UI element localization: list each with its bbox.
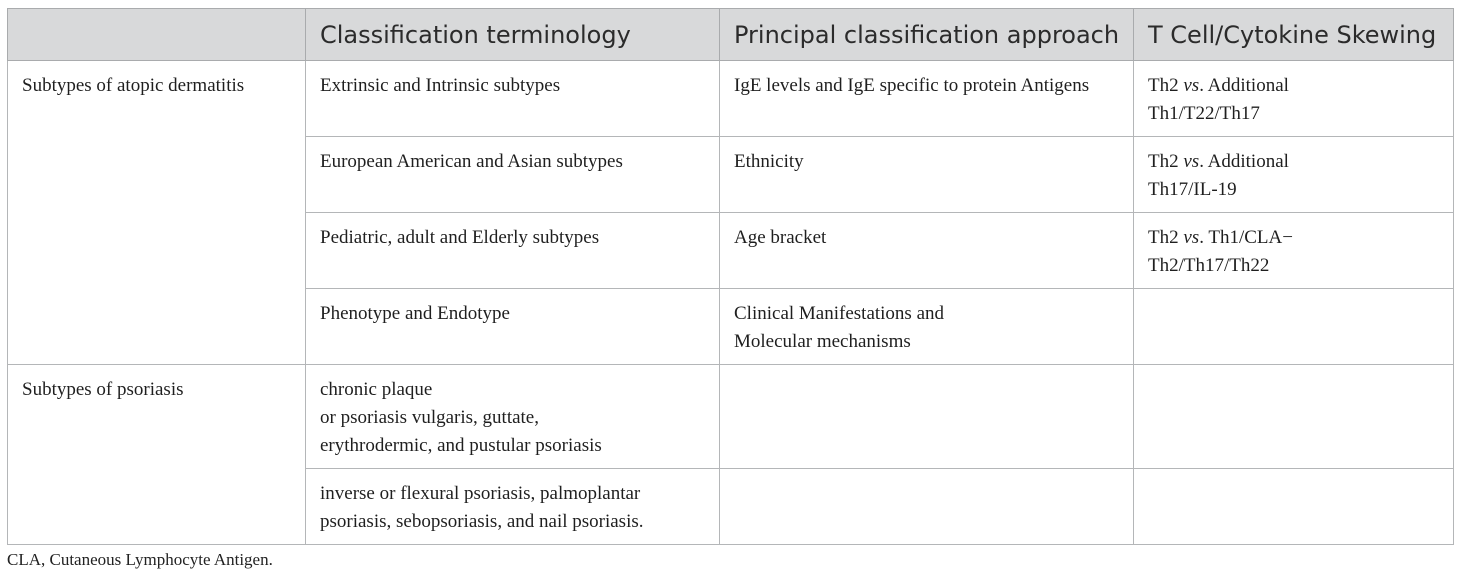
terminology-cell: inverse or flexural psoriasis, palmoplantar psoriasis, sebopsoriasis, and nail psoriasis. <box>306 469 720 545</box>
table-row <box>8 61 1454 137</box>
approach-cell-empty <box>720 469 1134 545</box>
approach-cell: Age bracket <box>720 213 1134 289</box>
group-label-atopic-dermatitis: Subtypes of atopic dermatitis <box>8 61 306 365</box>
table-footnote: CLA, Cutaneous Lymphocyte Antigen. <box>7 550 273 569</box>
header-empty <box>8 9 306 61</box>
group-label-psoriasis: Subtypes of psoriasis <box>8 365 306 545</box>
skewing-cell: Th2 vs. Additional Th17/IL-19 <box>1134 137 1454 213</box>
skewing-cell: Th2 vs. Th1/CLA− Th2/Th17/Th22 <box>1134 213 1454 289</box>
skewing-cell-empty <box>1134 365 1454 469</box>
approach-cell: Clinical Manifestations and Molecular mechanisms <box>720 289 1134 365</box>
terminology-cell: Phenotype and Endotype <box>306 289 720 365</box>
header-tcell-skewing: T Cell/Cytokine Skewing <box>1134 9 1454 61</box>
skewing-cell: Th2 vs. Additional Th1/T22/Th17 <box>1134 61 1454 137</box>
terminology-cell: European American and Asian subtypes <box>306 137 720 213</box>
classification-table <box>7 8 1454 545</box>
terminology-cell: Extrinsic and Intrinsic subtypes <box>306 61 720 137</box>
table-header-row <box>8 9 1454 61</box>
header-classification-terminology: Classification terminology <box>306 9 720 61</box>
skewing-cell-empty <box>1134 289 1454 365</box>
approach-cell-empty <box>720 365 1134 469</box>
approach-cell: Ethnicity <box>720 137 1134 213</box>
table-row <box>8 365 1454 469</box>
terminology-cell: Pediatric, adult and Elderly subtypes <box>306 213 720 289</box>
skewing-cell-empty <box>1134 469 1454 545</box>
approach-cell: IgE levels and IgE specific to protein Antigens <box>720 61 1134 137</box>
terminology-cell: chronic plaque or psoriasis vulgaris, guttate, erythrodermic, and pustular psoriasis <box>306 365 720 469</box>
header-principal-approach: Principal classification approach <box>720 9 1134 61</box>
